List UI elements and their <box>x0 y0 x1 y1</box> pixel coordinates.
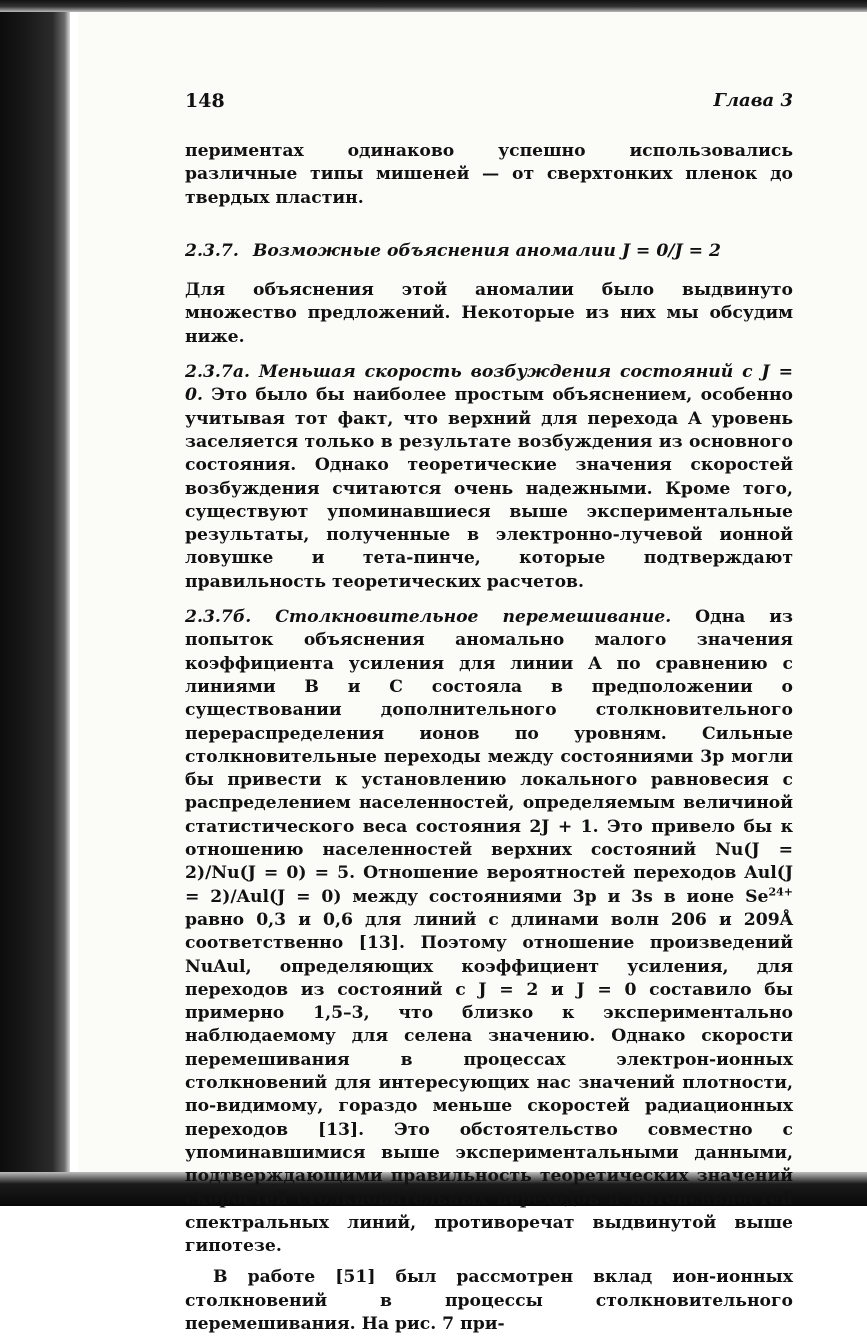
scan-edge-left <box>0 0 70 1206</box>
scan-edge-top <box>0 0 867 12</box>
page-body <box>185 140 793 1336</box>
subsection-b-paragraph <box>185 606 793 1258</box>
subsection-b-text-2: равно 0,3 и 0,6 для линий с длинами волн 206 и 209Å соответственно [13]. Поэтому отношение произведений NuAul, определяющих коэффициент усиления, для переходов из состояний с J = 2 и J = 0 составило бы примерно 1,5–3, что близко к экспериментально наблюдаемому для селена значению. Однако скорости перемешивания в процессах электрон-ионных столкновений для интересующих нас значений плотности, по-видимому, гораздо меньше скоростей радиационных переходов [13]. Это обстоятельство совместно с упоминавшимися выше экспериментальными данными, подтверждающими правильность теоретических значений скоростей столкновительных переходов и интенсивностей спектральных линий, противоречат выдвинутой выше гипотезе. <box>185 909 793 1257</box>
subsection-b-text-1: Одна из попыток объяснения аномально малого значения коэффициента усиления для линии A по сравнению с линиями B и C состояла в предположении о существовании дополнительного столкновительного перераспределения ионов по уровням. Сильные столкновительные переходы между состояниями 3p могли бы привести к установлению локального равновесия с распределением населенностей, определяемым величиной статистического веса состояния 2J + 1. Это привело бы к отношению населенностей верхних состояний Nu(J = 2)/Nu(J = 0) = 5. Отношение вероятностей переходов Aul(J = 2)/Aul(J = 0) между состояниями 3p и 3s в ионе Se <box>185 607 793 907</box>
page-number: 148 <box>185 90 225 112</box>
subsection-a-text: Это было бы наиболее простым объяснением, особенно учитывая тот факт, что верхний для перехода A уровень заселяется только в результате возбуждения из основного состояния. Однако теоретические значения скоростей возбуждения считаются очень надежными. Кроме того, существуют упоминавшиеся выше экспериментальные результаты, полученные в электронно-лучевой ионной ловушке и тета-пинче, которые подтверждают правильность теоретических расчетов. <box>185 385 793 592</box>
final-paragraph: В работе [51] был рассмотрен вклад ион-ионных столкновений в процессы столкновительного перемешивания. На рис. 7 при- <box>185 1267 793 1334</box>
running-head: Глава 3 <box>713 90 793 111</box>
ion-charge-superscript: 24+ <box>768 884 793 898</box>
section-heading <box>185 240 793 263</box>
section-number: 2.3.7. <box>185 240 239 261</box>
subsection-a-heading: 2.3.7а. Меньшая скорость возбуждения состояний с J = 0. <box>185 362 793 406</box>
lead-paragraph: периментах одинаково успешно использовались различные типы мишеней — от сверхтонких пленок до твердых пластин. <box>185 141 793 208</box>
page-header <box>105 90 793 120</box>
section-title: Возможные объяснения аномалии J = 0/J = 2 <box>252 240 722 261</box>
subsection-b-heading: 2.3.7б. Столкновительное перемешивание. <box>185 607 672 628</box>
intro-paragraph: Для объяснения этой аномалии было выдвинуто множество предложений. Некоторые из них мы обсудим ниже. <box>185 280 793 347</box>
subsection-a-paragraph <box>185 361 793 594</box>
